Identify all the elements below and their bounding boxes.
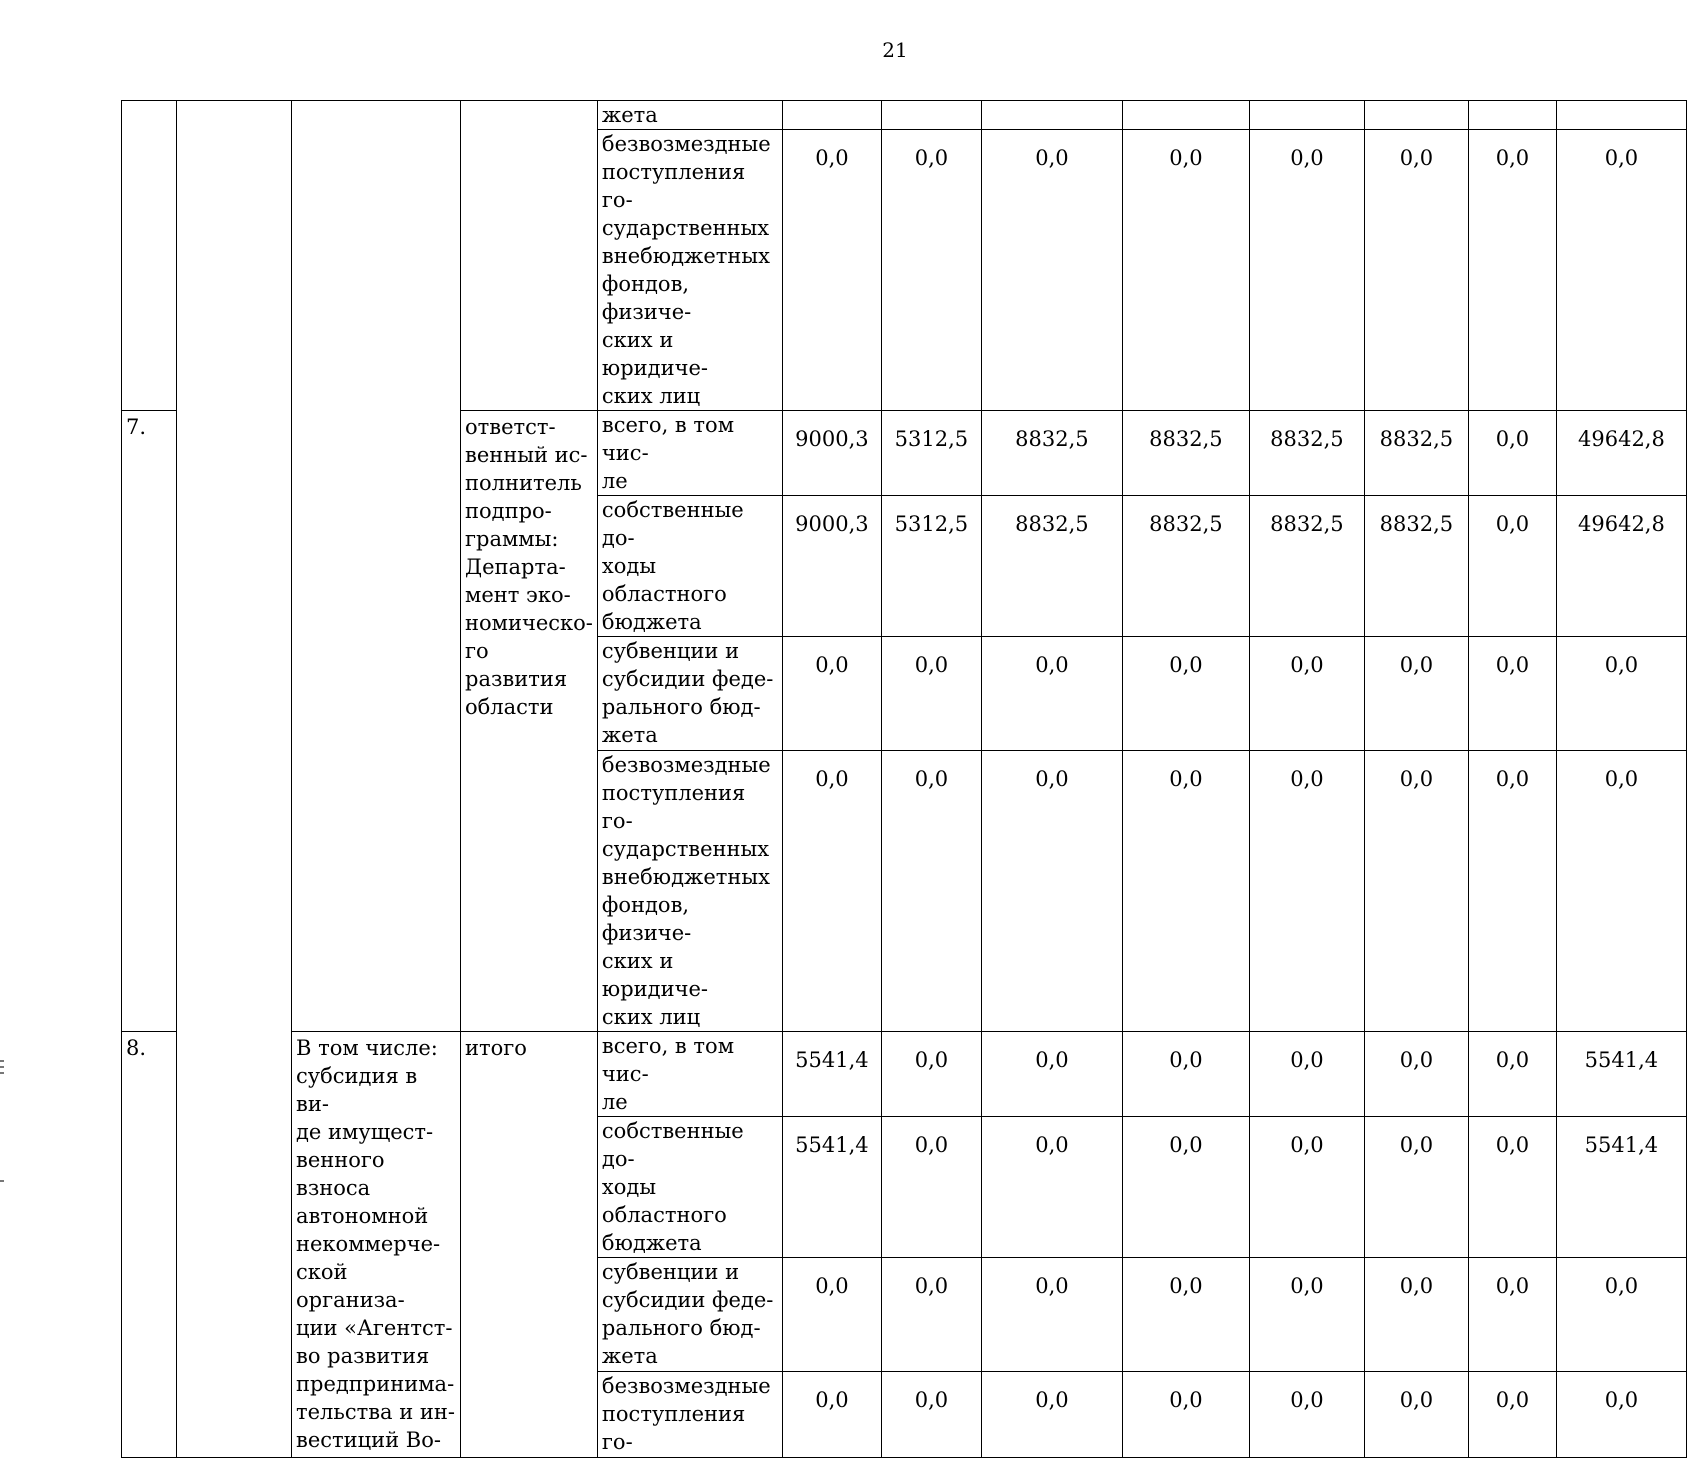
value-cell: 0,0 — [1364, 1032, 1468, 1117]
value-cell: 5312,5 — [881, 496, 981, 637]
funding-source-cell: субвенции и субсидии феде- рального бюд- жета — [597, 637, 782, 751]
funding-source-cell: жета — [597, 101, 782, 130]
value-cell: 8832,5 — [1364, 496, 1468, 637]
value-cell: 0,0 — [1556, 751, 1686, 1032]
value-cell: 0,0 — [981, 1258, 1122, 1372]
value-cell: 0,0 — [881, 637, 981, 751]
value-cell: 0,0 — [1468, 1372, 1556, 1458]
value-cell: 0,0 — [1468, 130, 1556, 411]
value-cell: 0,0 — [1364, 751, 1468, 1032]
value-cell: 0,0 — [1122, 1372, 1249, 1458]
value-cell: 0,0 — [1249, 1258, 1364, 1372]
value-cell: 0,0 — [1249, 1032, 1364, 1117]
value-cell: 0,0 — [1556, 1258, 1686, 1372]
financing-table — [121, 100, 1687, 1458]
table-row — [122, 101, 1687, 130]
funding-source-cell: всего, в том чис- ле — [597, 1032, 782, 1117]
funding-source-cell: собственные до- ходы областного бюджета — [597, 1117, 782, 1258]
value-cell: 0,0 — [1468, 411, 1556, 496]
row-number-cell: 7. — [122, 411, 177, 1032]
value-cell: 0,0 — [1249, 637, 1364, 751]
executor-cell: итого — [461, 1032, 598, 1458]
value-cell: 8832,5 — [1364, 411, 1468, 496]
value-cell: 0,0 — [981, 1032, 1122, 1117]
value-cell: 0,0 — [1122, 1032, 1249, 1117]
value-cell: 49642,8 — [1556, 411, 1686, 496]
value-cell: 0,0 — [1249, 751, 1364, 1032]
value-cell: 0,0 — [981, 1372, 1122, 1458]
value-cell — [981, 101, 1122, 130]
value-cell: 8832,5 — [981, 411, 1122, 496]
value-cell: 0,0 — [881, 751, 981, 1032]
value-cell: 0,0 — [981, 1117, 1122, 1258]
value-cell: 8832,5 — [1249, 411, 1364, 496]
value-cell: 8832,5 — [1249, 496, 1364, 637]
value-cell: 0,0 — [981, 637, 1122, 751]
value-cell: 0,0 — [1468, 496, 1556, 637]
value-cell: 0,0 — [1249, 130, 1364, 411]
value-cell: 0,0 — [1556, 130, 1686, 411]
value-cell: 5541,4 — [1556, 1117, 1686, 1258]
value-cell: 0,0 — [881, 1032, 981, 1117]
funding-source-cell: субвенции и субсидии феде- рального бюд- жета — [597, 1258, 782, 1372]
funding-source-cell: безвозмездные поступления го- сударственных внебюджетных фондов, физиче- ских и юридиче- ских лиц — [597, 751, 782, 1032]
measure-description-cell: В том числе: субсидия в ви- де имущест- венного взноса автономной некоммерче- ской организа- ции «Агентст- во развития предпринима- тельства и ин- вестиций Во- — [292, 1032, 461, 1458]
value-cell: 0,0 — [881, 1372, 981, 1458]
value-cell: 0,0 — [1468, 1258, 1556, 1372]
value-cell: 0,0 — [1364, 1372, 1468, 1458]
value-cell: 0,0 — [1249, 1372, 1364, 1458]
value-cell: 0,0 — [1468, 637, 1556, 751]
value-cell: 0,0 — [1122, 1117, 1249, 1258]
value-cell: 9000,3 — [782, 496, 881, 637]
executor-cell — [461, 101, 598, 411]
funding-source-cell: всего, в том чис- ле — [597, 411, 782, 496]
value-cell — [881, 101, 981, 130]
value-cell — [1122, 101, 1249, 130]
value-cell: 0,0 — [881, 130, 981, 411]
value-cell: 0,0 — [981, 751, 1122, 1032]
value-cell: 0,0 — [881, 1117, 981, 1258]
value-cell: 0,0 — [782, 1372, 881, 1458]
value-cell — [1468, 101, 1556, 130]
value-cell: 8832,5 — [1122, 496, 1249, 637]
scan-artifact — [0, 1060, 4, 1062]
value-cell: 0,0 — [1364, 1117, 1468, 1258]
value-cell: 0,0 — [782, 637, 881, 751]
value-cell: 5541,4 — [782, 1032, 881, 1117]
funding-source-cell: безвозмездные поступления го- сударственных внебюджетных фондов, физиче- ских и юридиче- ских лиц — [597, 130, 782, 411]
value-cell — [1364, 101, 1468, 130]
value-cell: 8832,5 — [1122, 411, 1249, 496]
value-cell: 0,0 — [782, 751, 881, 1032]
value-cell: 0,0 — [1249, 1117, 1364, 1258]
value-cell: 0,0 — [1122, 637, 1249, 751]
funding-source-cell: собственные до- ходы областного бюджета — [597, 496, 782, 637]
value-cell: 0,0 — [1364, 637, 1468, 751]
measure-cell — [292, 101, 461, 1032]
value-cell: 9000,3 — [782, 411, 881, 496]
scan-artifact — [0, 1180, 4, 1182]
executor-cell: ответст- венный ис- полнитель подпро- граммы: Дeпарта- мент эко- номическо- го развития области — [461, 411, 598, 1032]
value-cell: 0,0 — [1122, 751, 1249, 1032]
row-number-cell — [122, 101, 177, 411]
table-row — [122, 1032, 1687, 1117]
value-cell — [782, 101, 881, 130]
row-number-cell: 8. — [122, 1032, 177, 1458]
scan-artifact — [0, 1066, 4, 1068]
funding-source-cell: безвозмездные поступления го- — [597, 1372, 782, 1458]
value-cell: 0,0 — [1468, 1117, 1556, 1258]
value-cell: 5541,4 — [1556, 1032, 1686, 1117]
value-cell: 8832,5 — [981, 496, 1122, 637]
value-cell: 49642,8 — [1556, 496, 1686, 637]
value-cell: 0,0 — [1364, 130, 1468, 411]
value-cell: 0,0 — [782, 130, 881, 411]
value-cell: 0,0 — [1556, 1372, 1686, 1458]
value-cell: 0,0 — [1122, 1258, 1249, 1372]
value-cell: 0,0 — [1468, 1032, 1556, 1117]
value-cell: 0,0 — [782, 1258, 881, 1372]
program-cell — [177, 101, 292, 1458]
value-cell: 0,0 — [981, 130, 1122, 411]
value-cell: 0,0 — [1122, 130, 1249, 411]
value-cell: 0,0 — [1556, 637, 1686, 751]
value-cell: 0,0 — [1364, 1258, 1468, 1372]
value-cell: 0,0 — [1468, 751, 1556, 1032]
value-cell: 0,0 — [881, 1258, 981, 1372]
value-cell: 5312,5 — [881, 411, 981, 496]
value-cell — [1249, 101, 1364, 130]
value-cell — [1556, 101, 1686, 130]
scan-artifact — [0, 1072, 4, 1074]
value-cell: 5541,4 — [782, 1117, 881, 1258]
page-number: 21 — [882, 38, 908, 62]
